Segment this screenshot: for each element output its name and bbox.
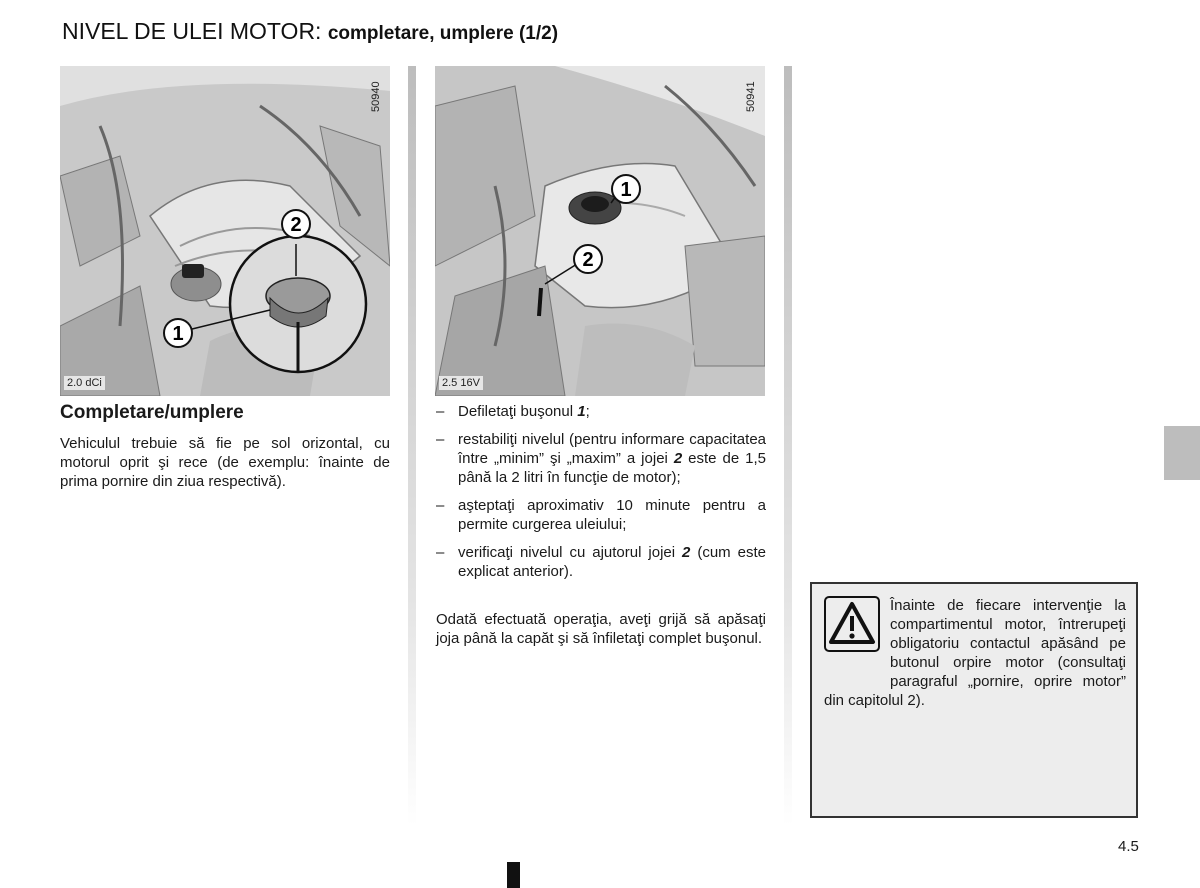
figure-number: 50941 [745, 81, 757, 112]
callout-2: 2 [290, 214, 302, 236]
reference-number: 1 [577, 403, 586, 420]
column-divider [408, 66, 416, 826]
engine-label: 2.5 16V [439, 376, 483, 390]
steps-list [436, 402, 766, 590]
reference-number: 2 [682, 544, 691, 561]
figure-engine-2-5-16v [435, 66, 765, 396]
title-sub: completare, umplere (1/2) [327, 23, 559, 44]
warning-text: Înainte de fiecare intervenţie la compartimentul motor, întrerupeţi obligatoriu contactul apăsând pe butonul orpire motor (consultaţi paragraful „pornire, oprire motor” din capitolul 2). [824, 597, 1126, 709]
callout-2: 2 [582, 249, 594, 271]
list-item: – Defiletaţi buşonul 1; [436, 402, 766, 421]
callout-1: 1 [172, 323, 184, 345]
engine-illustration [435, 66, 765, 396]
figure-engine-2-0-dci [60, 66, 390, 396]
reference-number: 2 [673, 450, 683, 467]
list-item: – verificaţi nivelul cu ajutorul jojei 2 (cum este explicat anterior). [436, 543, 766, 581]
column-divider [784, 66, 792, 826]
page-number: 4.5 [1118, 838, 1139, 855]
figure-number: 50940 [370, 81, 382, 112]
page-title [62, 18, 558, 45]
chapter-tab [1164, 426, 1200, 480]
list-item: – restabiliţi nivelul (pentru informare capacitatea între „minim” şi „maxim” a jojei 2 este de 1,5 până la 2 litri în funcţie de motor); [436, 430, 766, 487]
engine-label: 2.0 dCi [64, 376, 105, 390]
engine-illustration [60, 66, 390, 396]
callout-1: 1 [620, 179, 632, 201]
binding-mark [507, 862, 520, 888]
warning-box [810, 582, 1138, 818]
closing-paragraph: Odată efectuată operaţia, aveţi grijă să apăsaţi joja până la capăt şi să înfiletaţi complet buşonul. [436, 611, 766, 647]
title-main: NIVEL DE ULEI MOTOR: [62, 18, 322, 44]
list-item: – aşteptaţi aproximativ 10 minute pentru a permite curgerea uleiului; [436, 496, 766, 534]
section-heading: Completare/umplere [60, 402, 244, 423]
intro-paragraph: Vehiculul trebuie să fie pe sol orizontal, cu motorul oprit şi rece (de exemplu: înainte de prima pornire din ziua respectivă). [60, 435, 390, 490]
